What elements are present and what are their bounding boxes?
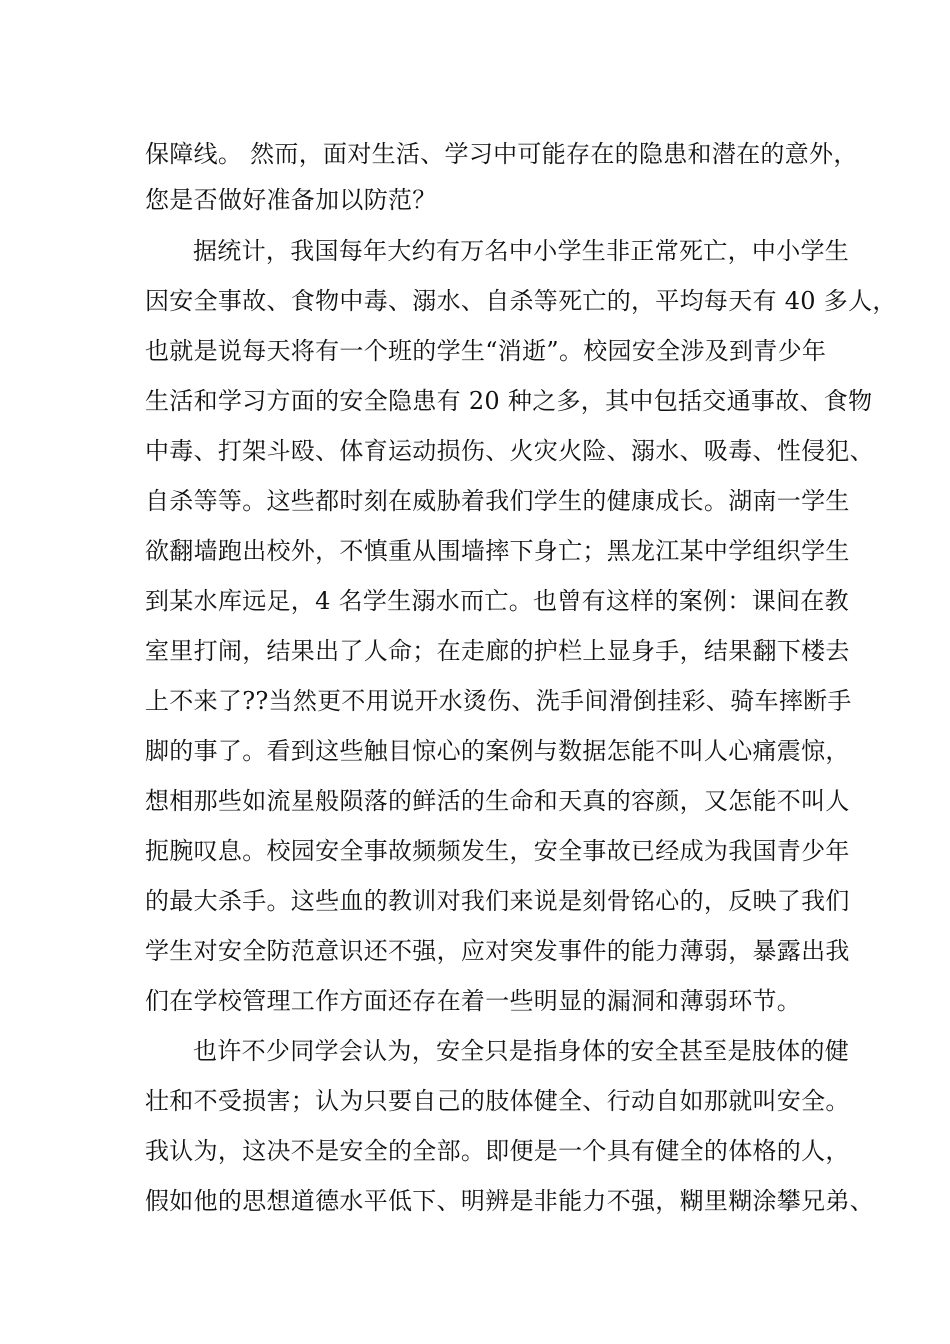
text-line: 学生对安全防范意识还不强，应对突发事件的能力薄弱，暴露出我	[145, 937, 850, 965]
text-line: 假如他的思想道德水平低下、明辨是非能力不强，糊里糊涂攀兄弟、	[145, 1187, 874, 1215]
text-line: 我认为，这决不是安全的全部。即便是一个具有健全的体格的人，	[145, 1137, 850, 1165]
text-line: 也就是说每天将有一个班的学生“消逝”。校园安全涉及到青少年	[145, 337, 827, 365]
text-line: 到某水库远足，4 名学生溺水而亡。也曾有这样的案例：课间在教	[145, 587, 849, 615]
text-line: 上不来了??当然更不用说开水烫伤、洗手间滑倒挂彩、骑车摔断手	[145, 687, 852, 715]
text-line: 想相那些如流星般陨落的鲜活的生命和天真的容颜，又怎能不叫人	[145, 787, 850, 815]
text-line: 的最大杀手。这些血的教训对我们来说是刻骨铭心的，反映了我们	[145, 887, 850, 915]
text-line: 中毒、打架斗殴、体育运动损伤、火灾火险、溺水、吸毒、性侵犯、	[145, 437, 874, 465]
text-line: 壮和不受损害；认为只要自己的肢体健全、行动自如那就叫安全。	[145, 1087, 850, 1115]
text-line: 生活和学习方面的安全隐患有 20 种之多，其中包括交通事故、食物	[145, 387, 873, 415]
text-line: 自杀等等。这些都时刻在威胁着我们学生的健康成长。湖南一学生	[145, 487, 850, 515]
text-line: 脚的事了。看到这些触目惊心的案例与数据怎能不叫人心痛震惊，	[145, 737, 850, 765]
text-line: 保障线。 然而，面对生活、学习中可能存在的隐患和潜在的意外，	[145, 140, 858, 168]
text-line: 因安全事故、食物中毒、溺水、自杀等死亡的，平均每天有 40 多人，	[145, 287, 897, 315]
text-line: 您是否做好准备加以防范？	[145, 186, 437, 214]
text-line: 欲翻墙跑出校外，不慎重从围墙摔下身亡；黑龙江某中学组织学生	[145, 537, 850, 565]
text-line: 们在学校管理工作方面还存在着一些明显的漏洞和薄弱环节。	[145, 987, 802, 1015]
text-line: 扼腕叹息。校园安全事故频频发生，安全事故已经成为我国青少年	[145, 837, 850, 865]
text-line: 室里打闹，结果出了人命；在走廊的护栏上显身手，结果翻下楼去	[145, 637, 850, 665]
paragraph-first-line: 也许不少同学会认为，安全只是指身体的安全甚至是肢体的健	[193, 1037, 850, 1065]
paragraph-first-line: 据统计，我国每年大约有万名中小学生非正常死亡，中小学生	[193, 237, 850, 265]
